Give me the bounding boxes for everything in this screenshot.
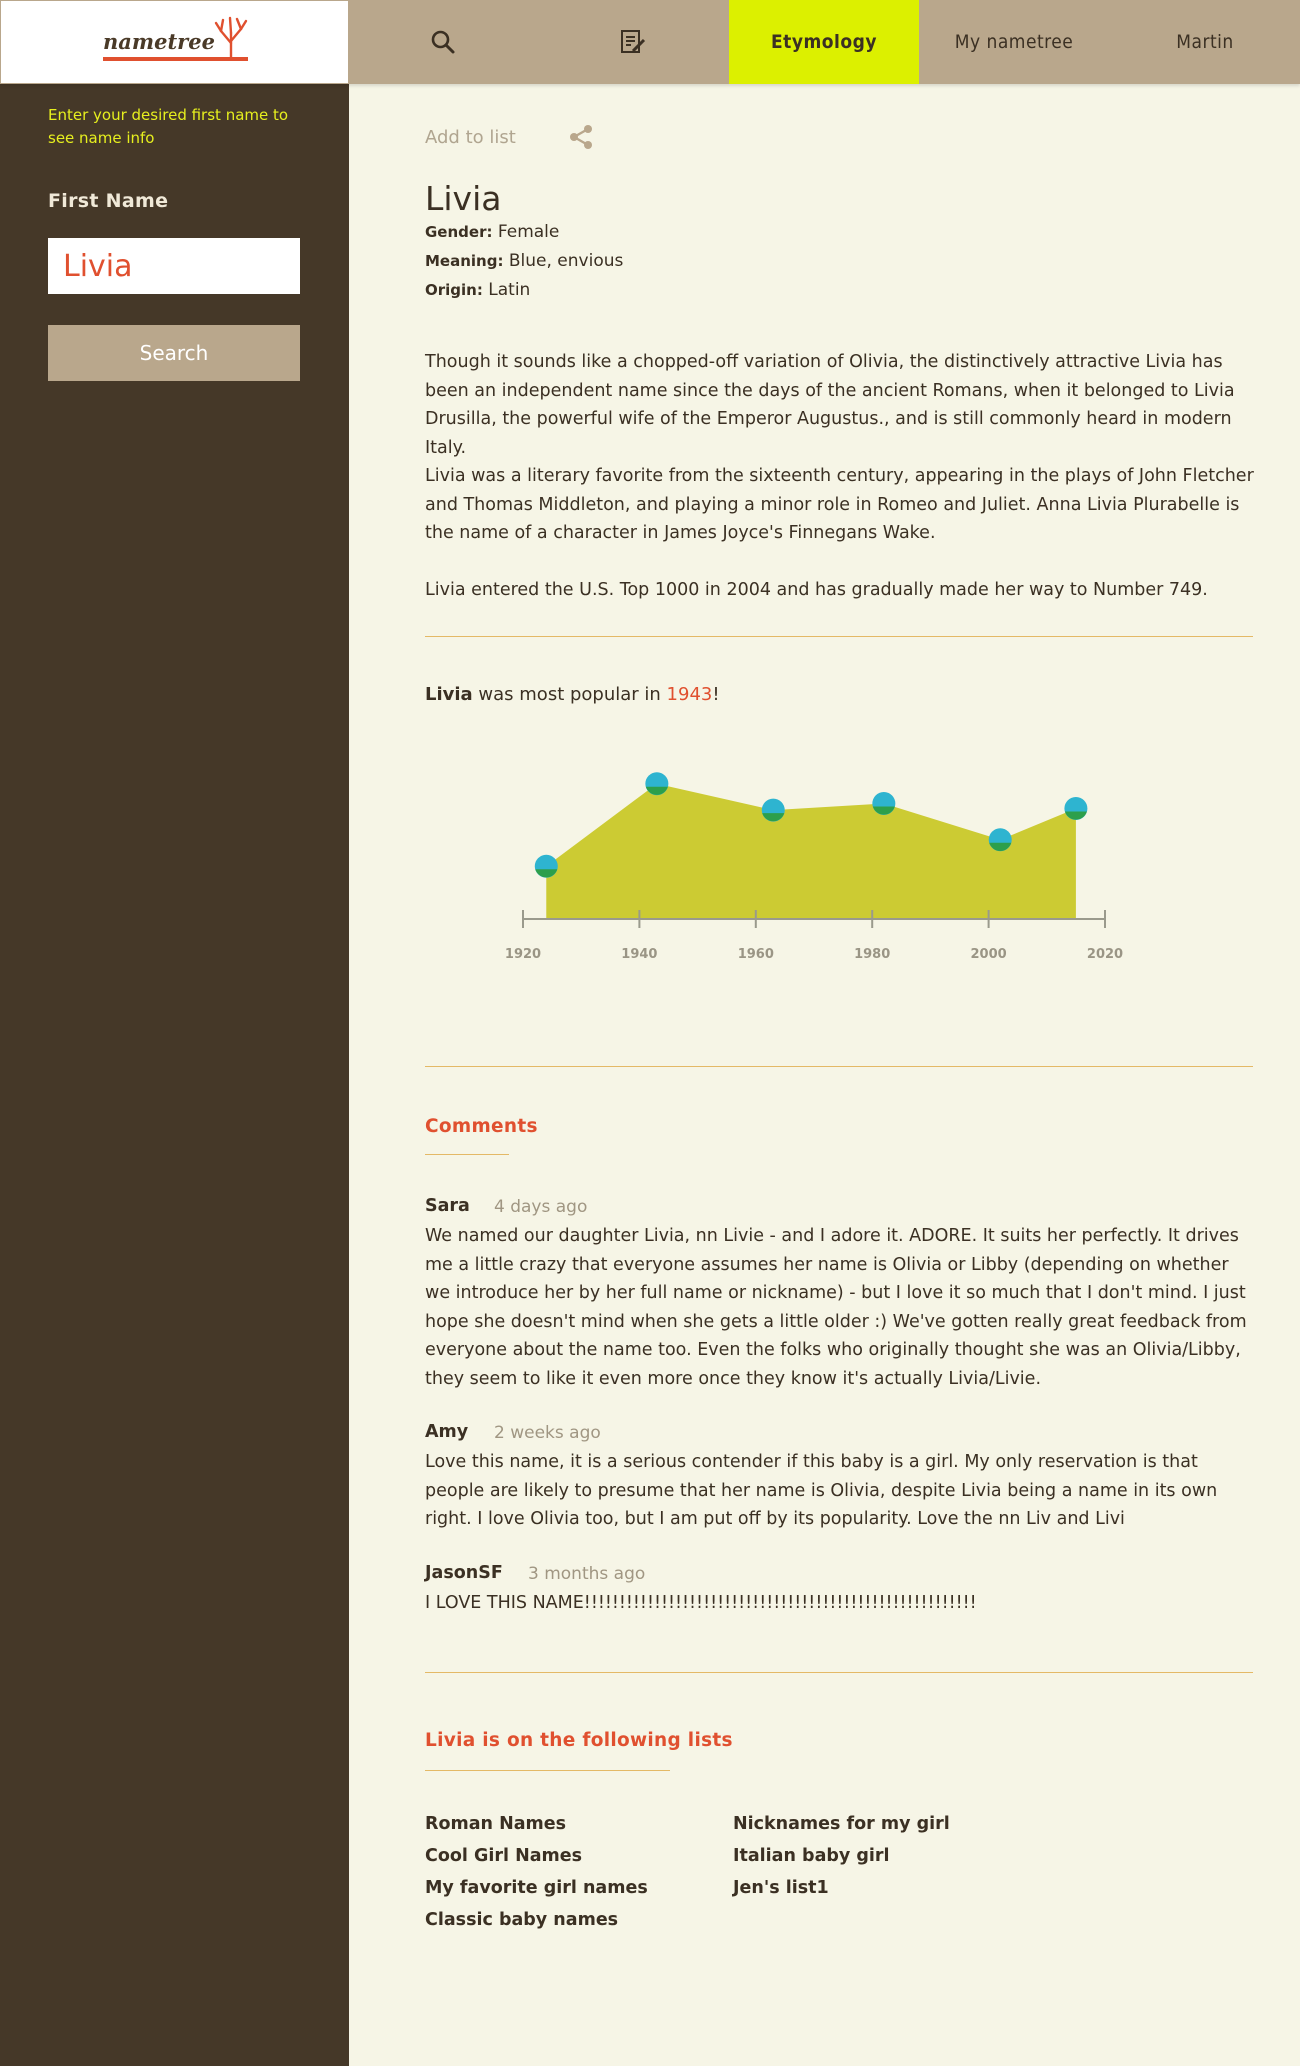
add-to-list-button[interactable]: Add to list	[425, 126, 516, 148]
list-link[interactable]: Italian baby girl	[733, 1846, 890, 1866]
popularity-exclaim: !	[712, 684, 720, 705]
list-link[interactable]: Nicknames for my girl	[733, 1814, 950, 1834]
divider	[425, 636, 1253, 637]
sidebar	[0, 84, 349, 2066]
lists-heading: Livia is on the following lists	[425, 1730, 733, 1751]
description-paragraph: Though it sounds like a chopped-off variation of Olivia, the distinctively attractive Livia has been an independent name since the days of the ancient Romans, when it belonged to Livia Drusilla, the powerful wife of the Emperor Augustus., and is still commonly heard in modern Italy.	[425, 352, 1235, 458]
x-axis-tick-label: 1940	[621, 947, 658, 962]
top-navigation-bar	[0, 0, 1300, 84]
comment-timestamp: 3 months ago	[528, 1564, 646, 1584]
meaning-value: Blue, envious	[508, 251, 624, 271]
search-button[interactable]: Search	[48, 325, 300, 381]
logo-wordmark: nametree	[103, 29, 215, 54]
origin-info	[425, 280, 530, 300]
origin-label: Origin:	[425, 281, 483, 299]
comment-author[interactable]: Amy	[425, 1422, 469, 1442]
search-nav-button[interactable]	[395, 0, 490, 84]
description-paragraph: Livia entered the U.S. Top 1000 in 2004 and has gradually made her way to Number 749.	[425, 580, 1208, 600]
gender-label: Gender:	[425, 223, 493, 241]
name-heading: Livia	[425, 179, 502, 218]
comment-text: I LOVE THIS NAME!!!!!!!!!!!!!!!!!!!!!!!!!!!!!!!!!!!!!!!!!!!!!!!!!!!!!!!!	[425, 1593, 977, 1613]
list-link[interactable]: Cool Girl Names	[425, 1846, 583, 1866]
origin-value: Latin	[488, 280, 531, 300]
description-paragraph: Livia was a literary favorite from the sixteenth century, appearing in the plays of John Fletcher and Thomas Middleton, and playing a minor role in Romeo and Juliet. Anna Livia Plurabelle is the name of a character in James Joyce's Finnegans Wake.	[425, 466, 1254, 543]
tree-icon	[213, 15, 249, 59]
gender-value: Female	[497, 222, 560, 242]
comments-heading-underline	[425, 1154, 509, 1155]
user-menu[interactable]: Martin	[1176, 31, 1234, 53]
divider	[425, 1672, 1253, 1673]
popularity-summary	[425, 684, 720, 705]
comment-author[interactable]: Sara	[425, 1196, 470, 1216]
x-axis-tick-label: 1960	[737, 947, 774, 962]
comment-text: We named our daughter Livia, nn Livie - and I adore it. ADORE. It suits her perfectly. It drives me a little crazy that everyone assumes her name is Olivia or Libby (depending on whether we introduce her by her full name or nickname) - but I love it so much that I don't mind. I just hope she doesn't mind when she gets a little older :) We've gotten really great feedback from everyone about the name too. Even the folks who originally thought she was an Olivia/Libby, they seem to like it even more once they know it's actually Livia/Livie.	[425, 1226, 1247, 1389]
lists-heading-underline	[425, 1770, 670, 1771]
popularity-text: was most popular in	[472, 684, 667, 705]
popularity-name: Livia	[425, 684, 473, 705]
comment-timestamp: 2 weeks ago	[494, 1423, 601, 1443]
list-link[interactable]: Roman Names	[425, 1814, 567, 1834]
list-link[interactable]: My favorite girl names	[425, 1878, 648, 1898]
edit-note-icon	[619, 28, 647, 56]
comment-text: Love this name, it is a serious contender if this baby is a girl. My only reservation is that people are likely to presume that her name is Olivia, despite Livia being a name in its own right. I love Olivia too, but I am put off by its popularity. Love the nn Liv and Livi	[425, 1452, 1218, 1529]
x-axis-tick-label: 1920	[504, 947, 542, 962]
name-actions	[425, 122, 516, 152]
gender-info	[425, 222, 559, 242]
popularity-peak-year: 1943	[666, 684, 713, 705]
nametree-logo[interactable]	[103, 15, 253, 63]
meaning-info	[425, 251, 623, 271]
popularity-area	[546, 784, 1076, 919]
divider	[425, 1066, 1253, 1067]
x-axis-tick-label: 1980	[854, 947, 891, 962]
share-icon[interactable]	[568, 124, 594, 150]
search-icon	[430, 29, 456, 55]
list-link[interactable]: Classic baby names	[425, 1910, 619, 1930]
popularity-chart	[425, 744, 1255, 974]
comments-heading: Comments	[425, 1116, 538, 1137]
logo-area[interactable]	[0, 0, 349, 84]
tab-my-nametree[interactable]: My nametree	[954, 31, 1074, 53]
name-editor-nav-button[interactable]	[585, 0, 680, 84]
first-name-label: First Name	[48, 190, 169, 212]
meaning-label: Meaning:	[425, 252, 504, 270]
tab-etymology[interactable]: Etymology	[729, 0, 919, 84]
list-link[interactable]: Jen's list1	[733, 1878, 829, 1898]
comment-author[interactable]: JasonSF	[425, 1563, 503, 1583]
search-hint: Enter your desired first name to see name info	[48, 106, 289, 147]
x-axis-tick-label: 2000	[970, 947, 1007, 962]
comment-timestamp: 4 days ago	[494, 1197, 588, 1217]
x-axis-tick-label: 2020	[1086, 947, 1124, 962]
first-name-input[interactable]	[48, 238, 300, 294]
